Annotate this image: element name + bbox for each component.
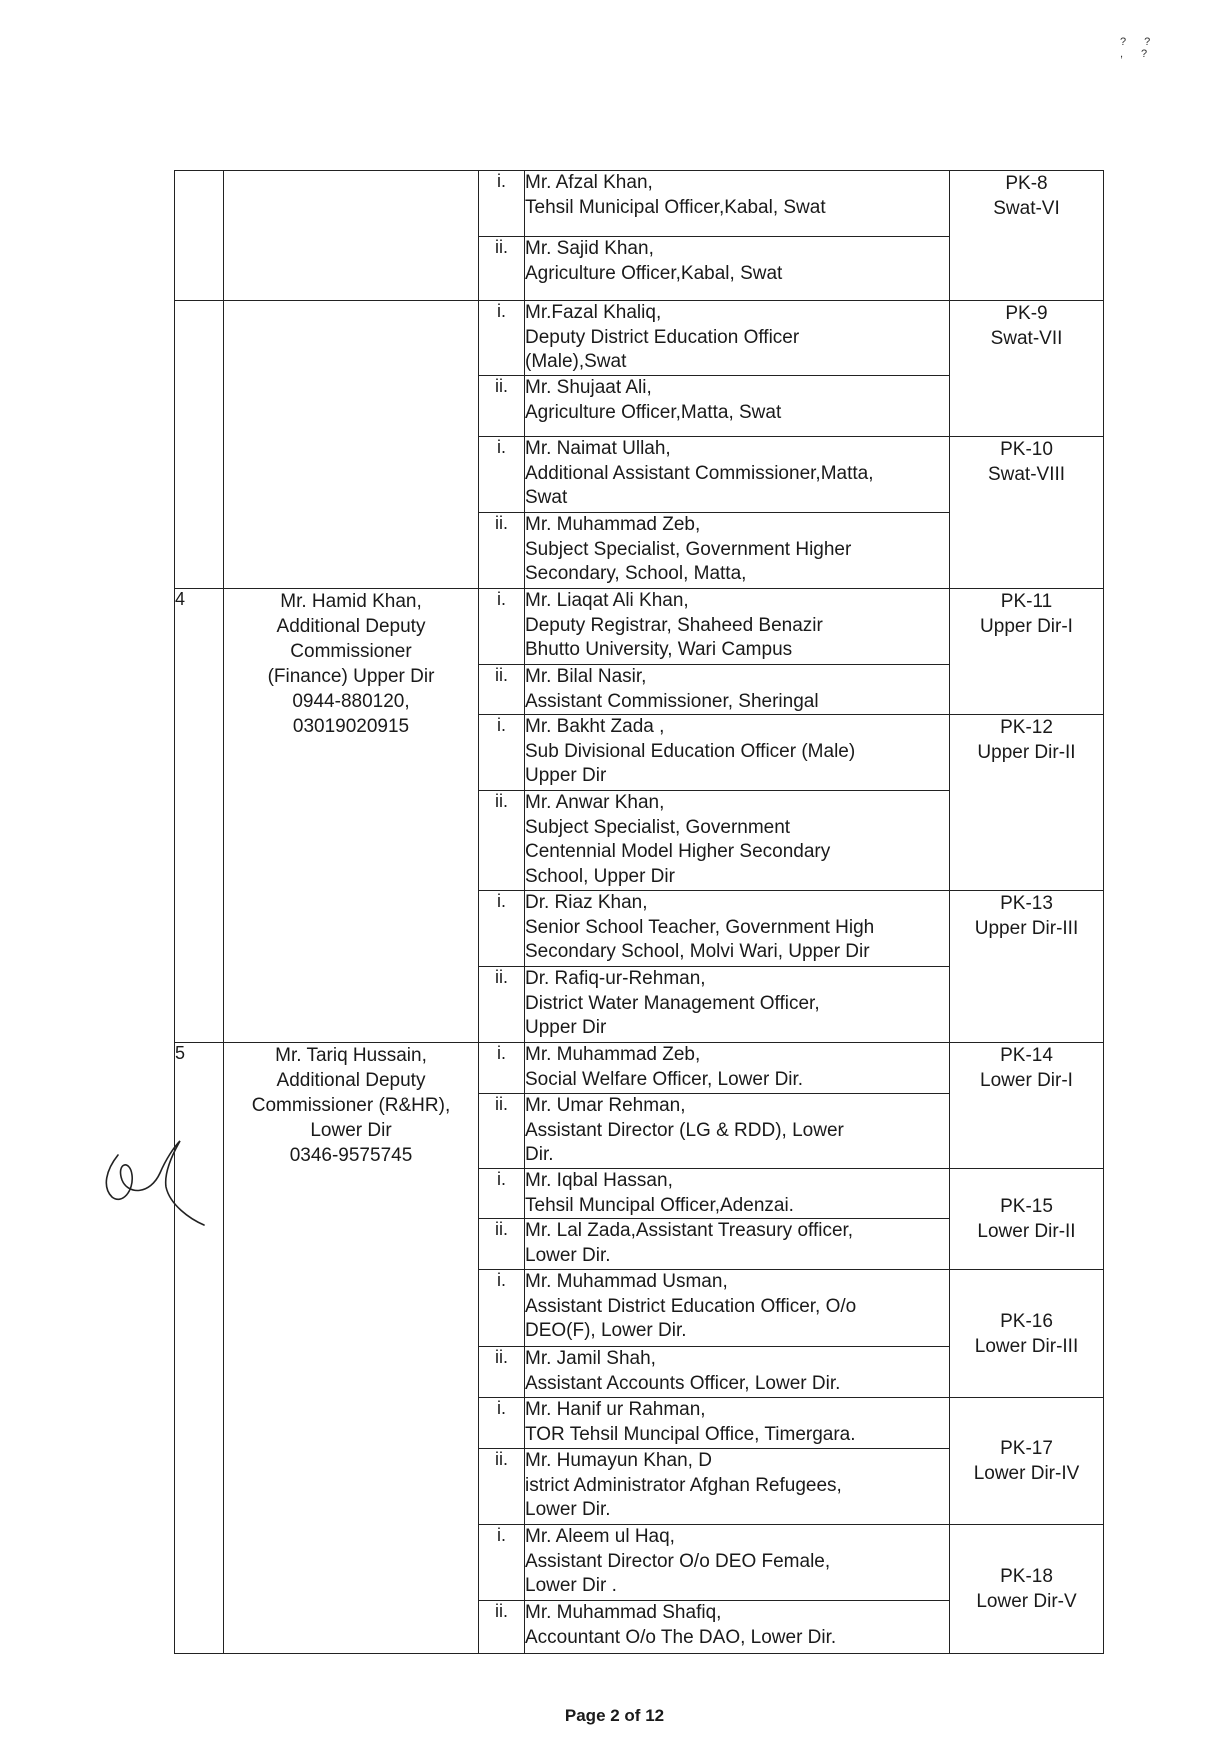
assignee-cell xyxy=(525,1449,950,1525)
assignee-line: Mr. Umar Rehman, xyxy=(525,1095,686,1116)
constituency-line: PK-18 xyxy=(1000,1566,1053,1587)
assignee-line: Agriculture Officer,Kabal, Swat xyxy=(525,262,783,284)
officer-line: Lower Dir xyxy=(310,1120,392,1141)
serial-number-cell xyxy=(175,301,224,589)
officer-line: (Finance) Upper Dir xyxy=(267,666,435,687)
supervising-officer-cell xyxy=(224,589,479,1043)
officer-line: 03019020915 xyxy=(292,716,410,737)
assignee-cell xyxy=(525,891,950,967)
assignment-table-body xyxy=(175,171,1104,1654)
assignment-table xyxy=(174,170,1104,1654)
assignee-cell xyxy=(525,1601,950,1654)
assignee-line: Subject Specialist, Government xyxy=(525,816,791,838)
assignee-line: Tehsil Muncipal Officer,Adenzai. xyxy=(525,1194,794,1216)
constituency-line: Swat-VII xyxy=(990,328,1063,349)
item-number-cell: ii. xyxy=(479,1601,525,1654)
assignee-line: Mr. Aleem ul Haq, xyxy=(525,1526,675,1547)
assignee-cell xyxy=(525,513,950,589)
item-number-cell: i. xyxy=(479,171,525,237)
assignee-line: Lower Dir. xyxy=(525,1244,611,1266)
assignee-cell xyxy=(525,1270,950,1347)
table-row xyxy=(175,301,1104,376)
item-number-cell: i. xyxy=(479,301,525,376)
assignee-cell xyxy=(525,589,950,665)
officer-line: Additional Deputy xyxy=(276,616,426,637)
item-number-cell: ii. xyxy=(479,1347,525,1398)
assignee-cell xyxy=(525,376,950,437)
item-number-cell: ii. xyxy=(479,376,525,437)
assignee-line: Secondary, School, Matta, xyxy=(525,563,747,584)
assignee-line: Mr. Afzal Khan, xyxy=(525,172,653,193)
constituency-line: PK-8 xyxy=(1005,173,1048,194)
constituency-cell xyxy=(950,437,1104,589)
supervising-officer-cell xyxy=(224,301,479,589)
assignee-line: Mr. Humayun Khan, D xyxy=(525,1450,712,1471)
item-number-cell: ii. xyxy=(479,665,525,715)
table-row xyxy=(175,589,1104,665)
table-row xyxy=(175,171,1104,237)
officer-line: Mr. Tariq Hussain, xyxy=(275,1045,427,1066)
item-number-cell: ii. xyxy=(479,791,525,891)
officer-line: Mr. Hamid Khan, xyxy=(280,591,422,612)
constituency-line: PK-16 xyxy=(1000,1310,1053,1332)
assignee-line: Agriculture Officer,Matta, Swat xyxy=(525,401,782,423)
assignee-line: Assistant Director O/o DEO Female, xyxy=(525,1550,831,1572)
corner-marks: ?? ,? xyxy=(1120,36,1169,60)
constituency-cell xyxy=(950,301,1104,437)
constituency-line: Swat-VIII xyxy=(987,464,1066,485)
item-number-cell: ii. xyxy=(479,513,525,589)
table-row xyxy=(175,1043,1104,1094)
assignee-line: Mr. Sajid Khan, xyxy=(525,238,654,259)
serial-number-cell: 4 xyxy=(175,589,224,1043)
assignee-line: Mr. Muhammad Zeb, xyxy=(525,514,701,535)
constituency-line: Swat-VI xyxy=(993,198,1060,219)
item-number-cell: ii. xyxy=(479,1219,525,1270)
assignee-line: Mr. Naimat Ullah, xyxy=(525,438,671,459)
item-number-cell: i. xyxy=(479,1270,525,1347)
assignee-line: Assistant Director (LG & RDD), Lower xyxy=(525,1119,844,1141)
supervising-officer-cell xyxy=(224,1043,479,1654)
assignee-line: Mr. Muhammad Zeb, xyxy=(525,1044,701,1065)
handwritten-signature xyxy=(100,1125,210,1235)
constituency-cell xyxy=(950,1270,1104,1398)
constituency-cell xyxy=(950,1398,1104,1525)
item-number-cell: i. xyxy=(479,891,525,967)
officer-line: Commissioner xyxy=(290,641,412,662)
constituency-cell xyxy=(950,1043,1104,1169)
assignee-line: Mr. Hanif ur Rahman, xyxy=(525,1399,706,1420)
assignee-line: Lower Dir . xyxy=(525,1575,617,1596)
assignee-cell xyxy=(525,665,950,715)
assignee-cell xyxy=(525,715,950,791)
assignee-line: Swat xyxy=(525,487,568,508)
constituency-line: PK-9 xyxy=(1005,303,1048,324)
assignee-line: Mr. Shujaat Ali, xyxy=(525,377,652,398)
assignee-line: Sub Divisional Education Officer (Male) xyxy=(525,740,856,762)
constituency-line: PK-11 xyxy=(1000,591,1053,612)
constituency-line: Upper Dir-III xyxy=(974,918,1079,939)
assignee-line: District Water Management Officer, xyxy=(525,992,820,1014)
assignee-cell xyxy=(525,171,950,237)
constituency-line: PK-13 xyxy=(1000,893,1053,914)
assignee-line: Assistant District Education Officer, O/o xyxy=(525,1295,857,1317)
assignee-line: Mr. Muhammad Usman, xyxy=(525,1271,728,1292)
assignee-line: Dir. xyxy=(525,1144,554,1165)
officer-line: Additional Deputy xyxy=(276,1070,426,1091)
constituency-cell xyxy=(950,715,1104,891)
constituency-line: Lower Dir-IV xyxy=(973,1463,1080,1484)
assignee-cell xyxy=(525,1169,950,1219)
constituency-line: Lower Dir-III xyxy=(974,1335,1079,1357)
assignee-cell xyxy=(525,301,950,376)
assignee-line: Mr. Bilal Nasir, xyxy=(525,666,647,687)
constituency-line: PK-12 xyxy=(1000,717,1053,738)
assignee-line: Senior School Teacher, Government High xyxy=(525,916,875,938)
assignee-line: DEO(F), Lower Dir. xyxy=(525,1320,687,1341)
assignee-line: Tehsil Municipal Officer,Kabal, Swat xyxy=(525,196,826,218)
assignee-line: Mr. Liaqat Ali Khan, xyxy=(525,590,689,611)
constituency-line: PK-15 xyxy=(1000,1196,1053,1217)
item-number-cell: ii. xyxy=(479,1449,525,1525)
item-number-cell: ii. xyxy=(479,237,525,301)
item-number-cell: ii. xyxy=(479,1094,525,1169)
officer-line: 0944-880120, xyxy=(292,691,410,712)
assignee-line: Dr. Riaz Khan, xyxy=(525,892,648,913)
assignee-line: Mr. Iqbal Hassan, xyxy=(525,1170,673,1191)
constituency-line: Lower Dir-I xyxy=(980,1070,1073,1091)
assignee-line: Deputy Registrar, Shaheed Benazir xyxy=(525,614,823,636)
assignee-line: Upper Dir xyxy=(525,1017,607,1038)
officer-line: 0346-9575745 xyxy=(289,1145,413,1166)
assignee-line: Mr. Anwar Khan, xyxy=(525,792,665,813)
assignee-line: Upper Dir xyxy=(525,765,607,786)
item-number-cell: i. xyxy=(479,1169,525,1219)
assignee-cell xyxy=(525,1094,950,1169)
assignee-line: Assistant Accounts Officer, Lower Dir. xyxy=(525,1372,841,1394)
assignee-cell xyxy=(525,1525,950,1601)
assignee-line: Bhutto University, Wari Campus xyxy=(525,639,793,660)
assignee-line: TOR Tehsil Muncipal Office, Timergara. xyxy=(525,1423,856,1445)
assignee-line: Accountant O/o The DAO, Lower Dir. xyxy=(525,1626,837,1648)
assignee-line: (Male),Swat xyxy=(525,351,627,372)
assignee-line: Dr. Rafiq-ur-Rehman, xyxy=(525,968,706,989)
constituency-cell xyxy=(950,891,1104,1043)
serial-number-cell xyxy=(175,171,224,301)
item-number-cell: ii. xyxy=(479,967,525,1043)
assignee-line: Secondary School, Molvi Wari, Upper Dir xyxy=(525,941,870,962)
item-number-cell: i. xyxy=(479,1398,525,1449)
constituency-cell xyxy=(950,589,1104,715)
assignee-line: Mr. Jamil Shah, xyxy=(525,1348,656,1369)
constituency-line: Upper Dir-I xyxy=(980,616,1073,637)
constituency-line: Lower Dir-II xyxy=(977,1221,1076,1242)
assignee-line: Subject Specialist, Government Higher xyxy=(525,538,852,560)
officer-line: Commissioner (R&HR), xyxy=(251,1095,451,1116)
item-number-cell: i. xyxy=(479,589,525,665)
assignee-line: Centennial Model Higher Secondary xyxy=(525,841,831,862)
assignee-line: Additional Assistant Commissioner,Matta, xyxy=(525,462,874,484)
item-number-cell: i. xyxy=(479,715,525,791)
constituency-line: PK-17 xyxy=(1000,1438,1053,1459)
constituency-line: Lower Dir-V xyxy=(976,1591,1077,1612)
assignee-cell xyxy=(525,237,950,301)
assignee-cell xyxy=(525,1347,950,1398)
assignee-cell xyxy=(525,967,950,1043)
item-number-cell: i. xyxy=(479,1043,525,1094)
assignee-cell xyxy=(525,791,950,891)
constituency-line: PK-14 xyxy=(1000,1045,1053,1066)
assignee-line: Assistant Commissioner, Sheringal xyxy=(525,690,819,712)
constituency-line: Upper Dir-II xyxy=(977,742,1076,763)
assignee-cell xyxy=(525,1043,950,1094)
assignee-cell xyxy=(525,1398,950,1449)
assignee-line: Mr.Fazal Khaliq, xyxy=(525,302,662,323)
assignee-line: Mr. Muhammad Shafiq, xyxy=(525,1602,722,1623)
assignee-line: Social Welfare Officer, Lower Dir. xyxy=(525,1068,804,1090)
supervising-officer-cell xyxy=(224,171,479,301)
assignee-cell xyxy=(525,1219,950,1270)
assignee-line: Deputy District Education Officer xyxy=(525,326,800,348)
assignee-line: Mr. Bakht Zada , xyxy=(525,716,665,737)
item-number-cell: i. xyxy=(479,1525,525,1601)
constituency-cell xyxy=(950,1525,1104,1654)
assignee-line: istrict Administrator Afghan Refugees, xyxy=(525,1474,842,1496)
constituency-cell xyxy=(950,171,1104,301)
page-footer: Page 2 of 12 xyxy=(564,1706,665,1725)
constituency-line: PK-10 xyxy=(1000,439,1053,460)
assignee-line: Lower Dir. xyxy=(525,1499,611,1520)
item-number-cell: i. xyxy=(479,437,525,513)
assignee-line: Mr. Lal Zada,Assistant Treasury officer, xyxy=(525,1220,854,1241)
assignee-cell xyxy=(525,437,950,513)
constituency-cell xyxy=(950,1169,1104,1270)
serial-number-cell: 5 xyxy=(175,1043,224,1654)
assignee-line: School, Upper Dir xyxy=(525,865,675,887)
